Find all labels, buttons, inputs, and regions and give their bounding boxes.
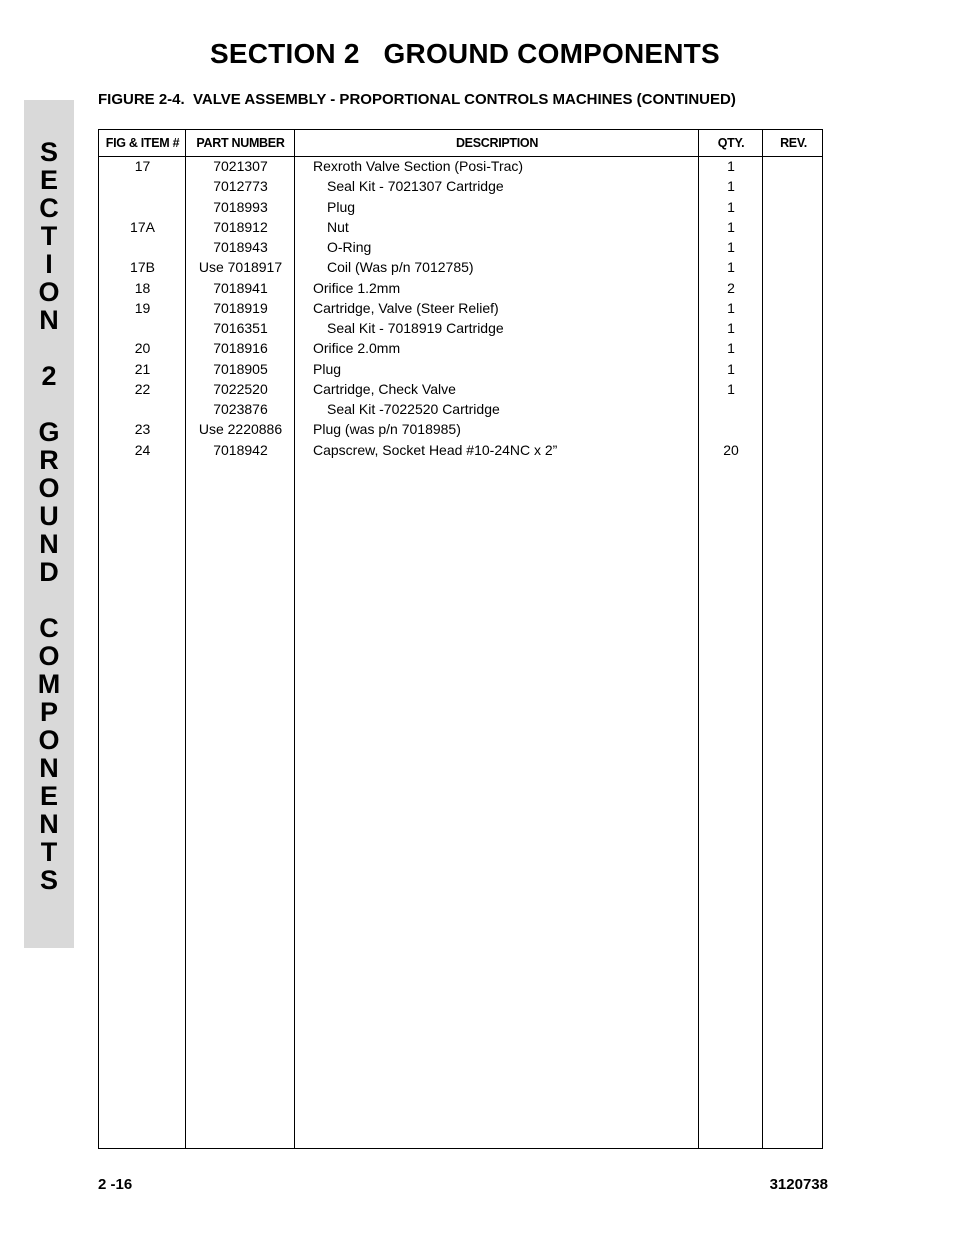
- cell-part-number: 7021307: [213, 158, 268, 174]
- cell-fig-item: 24: [134, 441, 151, 458]
- side-tab-letter: C: [39, 193, 59, 223]
- table-row: [99, 197, 822, 217]
- cell-part-number: 7018942: [213, 441, 268, 458]
- side-tab-letter: M: [37, 669, 61, 699]
- cell-part-number: 7022520: [213, 380, 268, 397]
- cell-part-number: 7018993: [213, 198, 268, 215]
- side-tab-letter: U: [39, 501, 59, 531]
- table-header: [99, 130, 822, 157]
- side-tab-letter: G: [38, 417, 60, 447]
- page-number: 2 -16: [98, 1176, 133, 1193]
- side-tab-letter: C: [39, 613, 59, 643]
- cell-rev: [763, 176, 824, 196]
- side-tab-letter: O: [38, 473, 60, 503]
- cell-rev: [763, 399, 824, 419]
- side-tab-letter: S: [39, 865, 58, 895]
- header-fig-item: FIG & ITEM #: [105, 136, 180, 150]
- side-tab-letter: I: [45, 249, 53, 279]
- cell-qty: 1: [727, 178, 735, 195]
- cell-rev: [763, 359, 824, 379]
- cell-part-number: 7012773: [213, 178, 268, 195]
- table-row: [99, 217, 822, 237]
- cell-fig-item: 19: [134, 299, 151, 316]
- table-row: [99, 379, 822, 399]
- cell-description: Cartridge, Valve (Steer Relief): [313, 299, 499, 316]
- cell-description: Capscrew, Socket Head #10-24NC x 2”: [313, 441, 558, 458]
- cell-rev: [763, 338, 824, 358]
- cell-rev: [763, 379, 824, 399]
- cell-part-number: 7016351: [213, 320, 268, 336]
- header-description: DESCRIPTION: [455, 136, 539, 150]
- side-tab-letter: T: [40, 221, 58, 251]
- cell-qty: [699, 419, 763, 439]
- cell-description: Coil (Was p/n 7012785): [327, 259, 474, 276]
- table-body: [99, 156, 822, 460]
- header-qty: QTY.: [717, 136, 745, 150]
- page-title: SECTION 2 GROUND COMPONENTS: [210, 38, 720, 69]
- cell-rev: [763, 278, 824, 298]
- side-tab-letter: O: [38, 641, 60, 671]
- cell-fig-item: 17A: [130, 218, 155, 235]
- cell-rev: [763, 156, 824, 176]
- table-row: [99, 359, 822, 379]
- cell-fig-item: 17: [134, 158, 151, 174]
- cell-description: Orifice 2.0mm: [313, 340, 401, 357]
- cell-description: Plug: [313, 360, 342, 377]
- table-row: [99, 399, 822, 419]
- table-row: [99, 278, 822, 298]
- cell-qty: 1: [727, 360, 735, 377]
- side-tab-letter: P: [39, 697, 58, 727]
- cell-description: Seal Kit - 7018919 Cartridge: [327, 320, 504, 336]
- table-row: [99, 338, 822, 358]
- cell-qty: 1: [727, 218, 735, 235]
- cell-rev: [763, 419, 824, 439]
- parts-table: [98, 129, 823, 1149]
- side-tab-letter: D: [39, 557, 59, 587]
- cell-rev: [763, 298, 824, 318]
- side-tab-letter: O: [38, 277, 60, 307]
- cell-fig-item: 23: [134, 421, 151, 438]
- cell-description: Plug (was p/n 7018985): [313, 421, 461, 438]
- side-tab-letters: [24, 138, 74, 894]
- cell-rev: [763, 217, 824, 237]
- table-row: [99, 440, 822, 460]
- cell-fig-item: 21: [134, 360, 151, 377]
- side-tab-letter: 2: [41, 361, 57, 391]
- side-tab-letter: T: [40, 837, 58, 867]
- cell-rev: [763, 237, 824, 257]
- cell-qty: 1: [727, 320, 735, 336]
- cell-part-number: 7018943: [213, 239, 268, 255]
- cell-qty: 1: [727, 239, 735, 255]
- cell-part-number: 7023876: [213, 401, 268, 417]
- cell-description: O-Ring: [327, 239, 372, 255]
- side-tab-letter: E: [39, 781, 58, 811]
- cell-description: Orifice 1.2mm: [313, 279, 401, 296]
- section-side-tab: [24, 100, 74, 948]
- cell-rev: [763, 440, 824, 460]
- cell-qty: 1: [727, 259, 735, 276]
- cell-qty: 1: [727, 158, 735, 174]
- cell-fig-item: [99, 237, 186, 257]
- cell-description: Plug: [327, 198, 356, 215]
- cell-description: Cartridge, Check Valve: [313, 380, 456, 397]
- cell-fig-item: [99, 197, 186, 217]
- cell-fig-item: 18: [134, 279, 151, 296]
- header-rev: REV.: [780, 136, 807, 150]
- cell-rev: [763, 197, 824, 217]
- table-row: [99, 237, 822, 257]
- cell-qty: [699, 399, 763, 419]
- cell-fig-item: [99, 176, 186, 196]
- cell-qty: 20: [723, 441, 739, 458]
- cell-part-number: Use 7018917: [198, 259, 283, 276]
- cell-part-number: 7018912: [213, 218, 268, 235]
- cell-qty: 2: [727, 279, 735, 296]
- cell-qty: 1: [727, 299, 735, 316]
- table-row: [99, 298, 822, 318]
- table-row: [99, 419, 822, 439]
- side-tab-letter: N: [39, 753, 59, 783]
- cell-description: Seal Kit -7022520 Cartridge: [327, 401, 500, 417]
- cell-rev: [763, 318, 824, 338]
- cell-qty: 1: [727, 198, 735, 215]
- side-tab-letter: E: [39, 165, 58, 195]
- table-row: [99, 176, 822, 196]
- side-tab-letter: N: [39, 305, 59, 335]
- cell-qty: 1: [727, 340, 735, 357]
- cell-fig-item: 20: [134, 340, 151, 357]
- cell-description: Nut: [327, 218, 349, 235]
- cell-part-number: 7018919: [213, 299, 268, 316]
- cell-fig-item: [99, 399, 186, 419]
- document-number: 3120738: [769, 1176, 828, 1193]
- table-row: [99, 156, 822, 176]
- cell-fig-item: 22: [134, 380, 151, 397]
- cell-part-number: 7018941: [213, 279, 268, 296]
- cell-part-number: 7018916: [213, 340, 268, 357]
- side-tab-letter: N: [39, 809, 59, 839]
- cell-fig-item: 17B: [130, 259, 155, 276]
- cell-rev: [763, 257, 824, 277]
- side-tab-letter: O: [38, 725, 60, 755]
- cell-qty: 1: [727, 380, 735, 397]
- table-row: [99, 318, 822, 338]
- side-tab-letter: R: [39, 445, 59, 475]
- figure-title: FIGURE 2-4. VALVE ASSEMBLY - PROPORTIONAL CONTROLS MACHINES (CONTINUED): [98, 91, 736, 108]
- cell-fig-item: [99, 318, 186, 338]
- cell-description: Seal Kit - 7021307 Cartridge: [327, 178, 504, 195]
- cell-description: Rexroth Valve Section (Posi-Trac): [313, 158, 524, 174]
- table-row: [99, 257, 822, 277]
- header-part-number: PART NUMBER: [196, 136, 285, 150]
- side-tab-letter: N: [39, 529, 59, 559]
- cell-part-number: Use 2220886: [198, 421, 283, 438]
- cell-part-number: 7018905: [213, 360, 268, 377]
- side-tab-letter: S: [39, 137, 58, 167]
